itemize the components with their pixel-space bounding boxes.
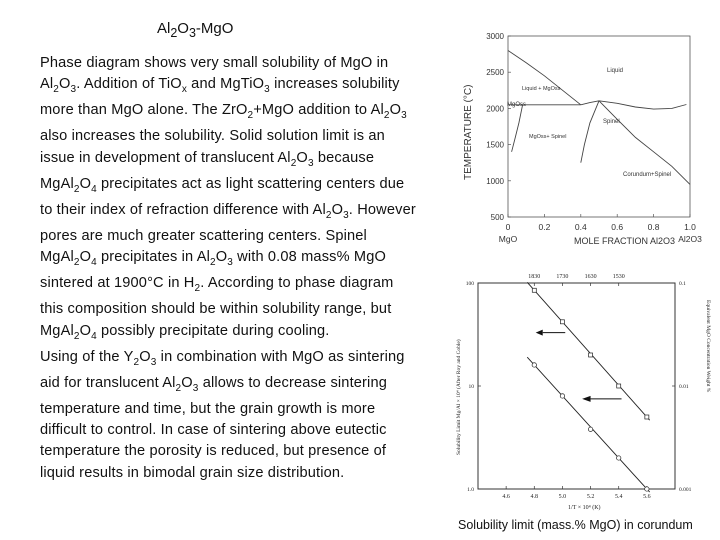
sol-xtick-label: 5.4 [614, 494, 623, 500]
sol-point-square [645, 415, 649, 419]
sol-ylabel-left: Solubility Limit Mg/Al × 10⁴ (After Roy and Coble) [456, 339, 462, 455]
phase-ytick-label: 1000 [486, 176, 504, 186]
sol-arrowhead [536, 330, 543, 336]
phase-annot-mgo-spinel: MgOss+ Spinel [529, 134, 567, 140]
sol-toptick-label: 1530 [612, 274, 625, 280]
sol-ytick-right-label: 0.001 [679, 487, 692, 493]
slide-title: $Al_2O_3$-MgO [157, 20, 234, 40]
sol-xtick-label: 5.6 [643, 494, 651, 500]
body-text: Phase diagram shows very small solubility of MgO in $Al_2O_3$. Addition of TiO$_x$ and MgTiO$_3$ increases solubility more than MgO alone. The ZrO$_2$+MgO addition to $Al_2O_3$ also increases the solubility. Solid solution limit is an issue in development of translucent $Al_2O_3$ because $MgAl_2O_4$ precipitates act as light scattering centers due to their index of refraction difference with $Al_2O_3$. However pores are much greater scattering centers. Spinel $MgAl_2O_4$ precipitates in $Al_2O_3$ with 0.08 mass% MgO sintered at 1900°C in $H_2$. According to phase diagram this composition should be within solubility range, but $MgAl_2O_4$ possibly precipitate during cooling. Using of the $Y_2O_3$ in combination with MgO as sintering aid for translucent $Al_2O_3$ allows to decrease sintering temperature and time, but the grain growth is more difficult to control. In case of sintering above eutectic temperature the porosity is reduced, but presence of liquid results in bimodal grain size distribution. [40, 55, 416, 481]
sol-ytick-right-label: 0.01 [679, 384, 689, 390]
sol-fit-line [527, 357, 649, 492]
phase-annot-liquid-mgo: Liquid + MgOss [522, 86, 561, 92]
sol-arrowhead [582, 396, 590, 402]
sol-toptick-label: 1630 [584, 274, 597, 280]
phase-xlabel: MOLE FRACTION Al2O3 [574, 236, 676, 246]
sol-ytick-right-label: 0.1 [679, 281, 686, 287]
phase-ytick-label: 2500 [486, 68, 504, 78]
sol-point-square [589, 353, 593, 357]
phase-ytick-label: 2000 [486, 104, 504, 114]
sol-point-circle [532, 363, 536, 367]
sol-point-circle [588, 427, 592, 431]
sol-xtick-label: 5.2 [586, 494, 595, 500]
phase-xtick-label: 0.4 [574, 222, 587, 232]
sol-point-circle [560, 394, 564, 398]
sol-point-square [532, 288, 536, 292]
sol-frame [478, 283, 675, 489]
sol-point-circle [617, 456, 621, 460]
phase-xtick-label: 0.8 [647, 222, 660, 232]
phase-xtick-label: 0.2 [538, 222, 551, 232]
sol-ytick-label: 10 [468, 384, 474, 390]
phase-ytick-label: 500 [490, 213, 504, 222]
phase-annot-spinel: Spinel [603, 119, 620, 125]
phase-x-end-label: Al2O3 [678, 234, 702, 244]
sol-point-circle [645, 487, 649, 491]
phase-annot-mgoss: MgOss [507, 102, 527, 108]
phase-xtick-label: 0 [505, 222, 511, 232]
phase-ytick-label: 3000 [486, 32, 504, 41]
sol-xtick-label: 5.0 [558, 494, 567, 500]
sol-ytick-label: 100 [465, 281, 474, 287]
phase-annot-liquid: Liquid [607, 68, 624, 74]
sol-xtick-label: 4.8 [530, 494, 539, 500]
phase-ylabel: TEMPERATURE (°C) [463, 84, 474, 180]
sol-point-square [617, 384, 621, 388]
figure-caption: Solubility limit (mass.% MgO) in corundum [458, 518, 693, 532]
phase-annot-corundum-spinel: Corundum+Spinel [623, 172, 672, 178]
sol-ylabel-right: Equivalent MgO Concentration Weight % [705, 300, 711, 393]
sol-point-square [560, 320, 564, 324]
sol-toptick-label: 1830 [528, 274, 541, 280]
phase-xtick-label: 0.6 [611, 222, 624, 232]
phase-xtick-label: 1.0 [684, 222, 696, 232]
sol-xlabel: 1/T × 10⁴ (K) [568, 505, 601, 511]
phase-x-end-label: MgO [498, 234, 518, 244]
sol-toptick-label: 1730 [556, 274, 569, 280]
sol-xtick-label: 4.6 [502, 494, 510, 500]
sol-ytick-label: 1.0 [467, 487, 474, 493]
phase-ytick-label: 1500 [486, 140, 504, 150]
